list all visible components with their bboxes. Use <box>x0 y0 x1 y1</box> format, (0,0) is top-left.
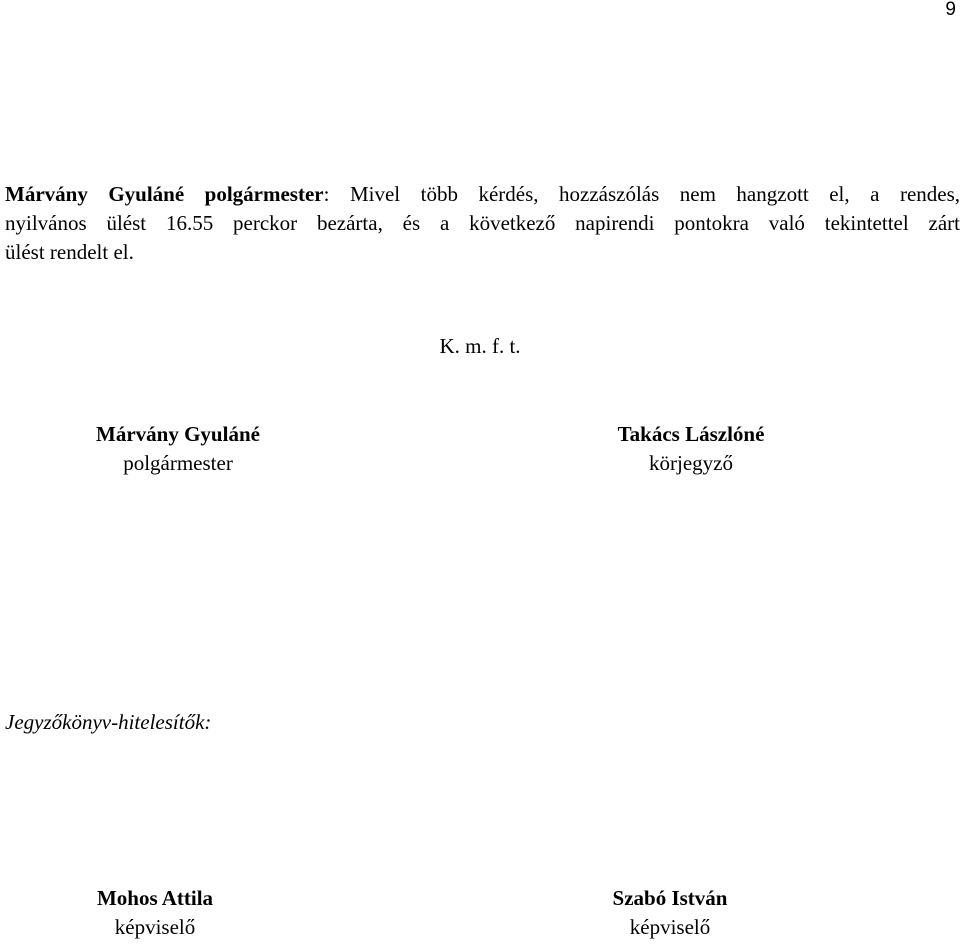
closing-formula: K. m. f. t. <box>439 334 521 358</box>
paragraph-line-3: ülést rendelt el. <box>5 240 134 264</box>
signature-block-mayor <box>28 420 328 478</box>
closing-paragraph <box>5 180 960 267</box>
signature-name: Mohos Attila <box>96 886 214 910</box>
paragraph-line-2: nyilvános ülést 16.55 perckor bezárta, és a következő napirendi pontokra való tekintettel zárt <box>5 211 960 235</box>
paragraph-line-1-text: : Mivel több kérdés, hozzászólás nem hangzott el, a rendes, <box>323 182 960 206</box>
speaker-name: Márvány Gyuláné polgármester <box>5 182 324 206</box>
signature-role: polgármester <box>123 451 233 475</box>
paragraph-line-1 <box>5 180 960 209</box>
signature-name: Szabó István <box>612 886 728 910</box>
signature-role: képviselő <box>114 915 196 939</box>
signature-role: körjegyző <box>649 451 733 475</box>
authenticators-heading: Jegyzőkönyv-hitelesítők: <box>5 710 212 734</box>
page-number: 9 <box>945 0 956 20</box>
signature-block-notary <box>541 420 841 478</box>
signature-name: Márvány Gyuláné <box>96 422 260 446</box>
signature-name: Takács Lászlóné <box>617 422 765 446</box>
signature-block-representative-1 <box>5 884 305 942</box>
signature-role: képviselő <box>629 915 711 939</box>
signature-block-representative-2 <box>520 884 820 942</box>
